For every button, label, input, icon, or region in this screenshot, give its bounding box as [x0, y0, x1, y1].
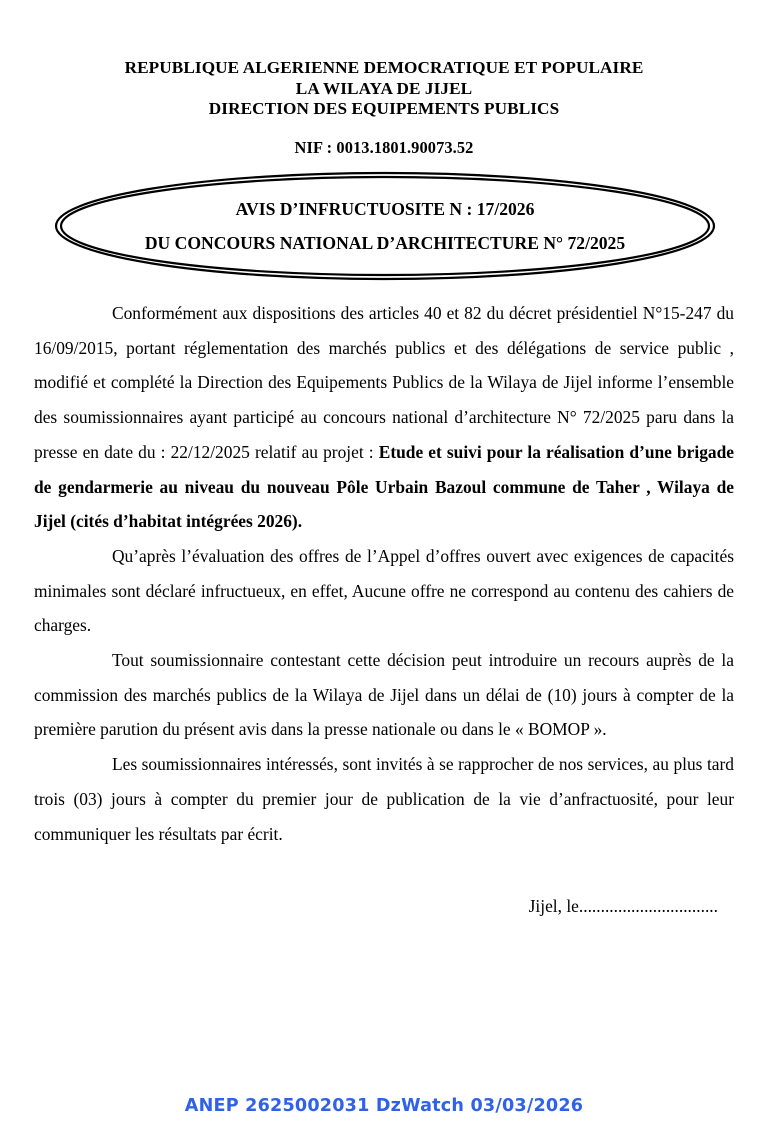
- document-body: [34, 296, 734, 851]
- paragraph-interesses: Les soumissionnaires intéressés, sont invités à se rapprocher de nos services, au plus tard trois (03) jours à compter du premier jour de publication de la vie d’anfractuosité, pour leur communiquer les résultats par écrit.: [34, 754, 734, 844]
- signature-line: Jijel, le................................: [528, 896, 718, 916]
- anep-footer: ANEP 2625002031 DzWatch 03/03/2026: [184, 1096, 584, 1116]
- title-oval-text: [52, 170, 718, 282]
- project-description-bold: Etude et suivi pour la réalisation d’une brigade de gendarmerie au niveau du nouveau Pôle Urbain Bazoul commune de Taher , Wilaya de Jijel (cités d’habitat intégrées 2026).: [34, 441, 734, 532]
- title-line-concours: DU CONCOURS NATIONAL D’ARCHITECTURE N° 72/2025: [144, 232, 626, 253]
- title-oval: [52, 170, 718, 282]
- nif-number: NIF : 0013.1801.90073.52: [294, 138, 474, 157]
- header-line-wilaya: LA WILAYA DE JIJEL: [295, 78, 473, 98]
- paragraph-recours: Tout soumissionnaire contestant cette décision peut introduire un recours auprès de la commission des marchés publics de la Wilaya de Jijel dans un délai de (10) jours à compter de la première parution du présent avis dans la presse nationale ou dans le « BOMOP ».: [34, 650, 734, 740]
- title-line-avis: AVIS D’INFRUCTUOSITE N : 17/2026: [235, 198, 535, 219]
- paragraph-conformement: [34, 296, 734, 539]
- paragraph-conformement-text: Conformément aux dispositions des articles 40 et 82 du décret présidentiel N°15-247 du 16/09/2015, portant réglementation des marchés publics et des délégations de service public , modifié et complété la Direction des Equipements Publics de la Wilaya de Jijel informe l’ensemble des soumissionnaires ayant participé au concours national d’architecture N° 72/2025 paru dans la presse en date du : 22/12/2025 relatif au projet :: [34, 303, 734, 462]
- document-header: [0, 58, 768, 120]
- paragraph-evaluation: Qu’après l’évaluation des offres de l’Appel d’offres ouvert avec exigences de capacités minimales sont déclaré infructueux, en effet, Aucune offre ne correspond au contenu des cahiers de charges.: [34, 545, 734, 636]
- header-line-republic: REPUBLIQUE ALGERIENNE DEMOCRATIQUE ET POPULAIRE: [124, 58, 644, 77]
- header-line-direction: DIRECTION DES EQUIPEMENTS PUBLICS: [208, 99, 560, 118]
